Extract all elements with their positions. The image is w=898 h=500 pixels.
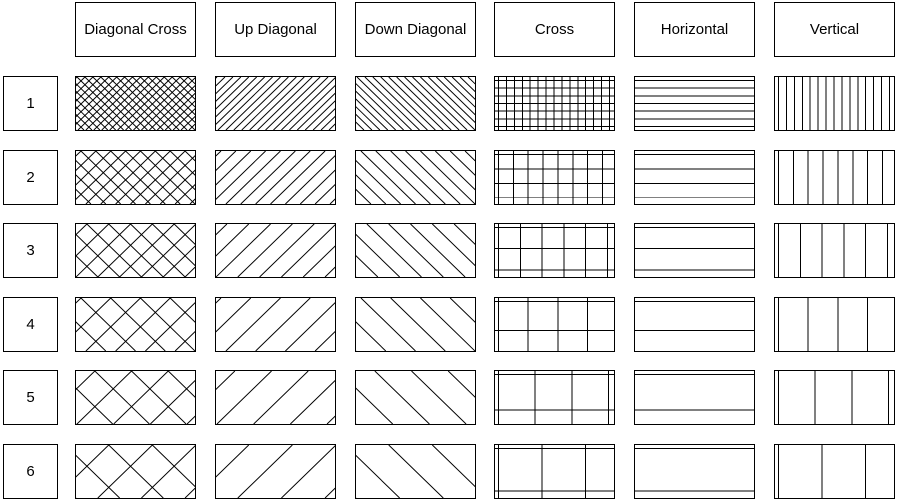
pattern-swatch-horizontal-1 — [634, 76, 755, 131]
pattern-swatch-diagonal-cross-2 — [75, 150, 196, 205]
pattern-swatch-diagonal-cross-6 — [75, 444, 196, 499]
column-header-diagonal-cross: Diagonal Cross — [75, 2, 196, 57]
pattern-graphic-vertical-2 — [775, 151, 894, 204]
pattern-graphic-up-diagonal-1 — [216, 77, 335, 130]
pattern-graphic-down-diagonal-4 — [356, 298, 475, 351]
pattern-graphic-vertical-4 — [775, 298, 894, 351]
column-header-cross: Cross — [494, 2, 615, 57]
pattern-swatch-down-diagonal-5 — [355, 370, 476, 425]
row-label-6: 6 — [3, 444, 58, 499]
row-label-5: 5 — [3, 370, 58, 425]
pattern-swatch-down-diagonal-4 — [355, 297, 476, 352]
row-label-2: 2 — [3, 150, 58, 205]
pattern-graphic-down-diagonal-1 — [356, 77, 475, 130]
pattern-graphic-diagonal-cross-4 — [76, 298, 195, 351]
pattern-graphic-diagonal-cross-3 — [76, 224, 195, 277]
pattern-graphic-cross-4 — [495, 298, 614, 351]
pattern-swatch-cross-3 — [494, 223, 615, 278]
pattern-swatch-cross-1 — [494, 76, 615, 131]
pattern-swatch-diagonal-cross-4 — [75, 297, 196, 352]
pattern-swatch-diagonal-cross-5 — [75, 370, 196, 425]
pattern-swatch-up-diagonal-6 — [215, 444, 336, 499]
pattern-swatch-up-diagonal-3 — [215, 223, 336, 278]
pattern-swatch-up-diagonal-2 — [215, 150, 336, 205]
column-header-down-diagonal: Down Diagonal — [355, 2, 476, 57]
pattern-swatch-up-diagonal-5 — [215, 370, 336, 425]
pattern-swatch-diagonal-cross-3 — [75, 223, 196, 278]
pattern-graphic-horizontal-6 — [635, 445, 754, 498]
pattern-graphic-horizontal-3 — [635, 224, 754, 277]
pattern-graphic-down-diagonal-5 — [356, 371, 475, 424]
pattern-graphic-up-diagonal-3 — [216, 224, 335, 277]
pattern-graphic-cross-6 — [495, 445, 614, 498]
pattern-swatch-cross-4 — [494, 297, 615, 352]
pattern-swatch-cross-5 — [494, 370, 615, 425]
pattern-swatch-horizontal-3 — [634, 223, 755, 278]
pattern-swatch-vertical-5 — [774, 370, 895, 425]
pattern-swatch-horizontal-6 — [634, 444, 755, 499]
pattern-swatch-horizontal-5 — [634, 370, 755, 425]
row-label-4: 4 — [3, 297, 58, 352]
pattern-graphic-cross-2 — [495, 151, 614, 204]
pattern-swatch-down-diagonal-1 — [355, 76, 476, 131]
pattern-graphic-vertical-5 — [775, 371, 894, 424]
pattern-swatch-cross-6 — [494, 444, 615, 499]
pattern-swatch-vertical-6 — [774, 444, 895, 499]
pattern-swatch-diagonal-cross-1 — [75, 76, 196, 131]
pattern-graphic-up-diagonal-6 — [216, 445, 335, 498]
column-header-horizontal: Horizontal — [634, 2, 755, 57]
pattern-graphic-cross-1 — [495, 77, 614, 130]
column-header-vertical: Vertical — [774, 2, 895, 57]
row-label-3: 3 — [3, 223, 58, 278]
pattern-swatch-down-diagonal-3 — [355, 223, 476, 278]
pattern-graphic-diagonal-cross-1 — [76, 77, 195, 130]
pattern-graphic-up-diagonal-2 — [216, 151, 335, 204]
pattern-swatch-vertical-4 — [774, 297, 895, 352]
pattern-graphic-diagonal-cross-5 — [76, 371, 195, 424]
pattern-swatch-up-diagonal-1 — [215, 76, 336, 131]
pattern-graphic-down-diagonal-3 — [356, 224, 475, 277]
pattern-swatch-down-diagonal-6 — [355, 444, 476, 499]
pattern-graphic-down-diagonal-6 — [356, 445, 475, 498]
pattern-graphic-cross-3 — [495, 224, 614, 277]
pattern-swatch-vertical-1 — [774, 76, 895, 131]
pattern-graphic-up-diagonal-5 — [216, 371, 335, 424]
pattern-graphic-up-diagonal-4 — [216, 298, 335, 351]
pattern-graphic-diagonal-cross-2 — [76, 151, 195, 204]
pattern-swatch-vertical-2 — [774, 150, 895, 205]
pattern-graphic-cross-5 — [495, 371, 614, 424]
pattern-swatch-cross-2 — [494, 150, 615, 205]
pattern-graphic-horizontal-5 — [635, 371, 754, 424]
pattern-graphic-diagonal-cross-6 — [76, 445, 195, 498]
pattern-graphic-vertical-1 — [775, 77, 894, 130]
pattern-swatch-horizontal-2 — [634, 150, 755, 205]
pattern-swatch-down-diagonal-2 — [355, 150, 476, 205]
pattern-swatch-vertical-3 — [774, 223, 895, 278]
pattern-graphic-down-diagonal-2 — [356, 151, 475, 204]
pattern-graphic-horizontal-4 — [635, 298, 754, 351]
pattern-graphic-vertical-6 — [775, 445, 894, 498]
pattern-graphic-horizontal-1 — [635, 77, 754, 130]
pattern-swatch-up-diagonal-4 — [215, 297, 336, 352]
pattern-swatch-horizontal-4 — [634, 297, 755, 352]
pattern-graphic-vertical-3 — [775, 224, 894, 277]
row-label-1: 1 — [3, 76, 58, 131]
pattern-graphic-horizontal-2 — [635, 151, 754, 204]
column-header-up-diagonal: Up Diagonal — [215, 2, 336, 57]
